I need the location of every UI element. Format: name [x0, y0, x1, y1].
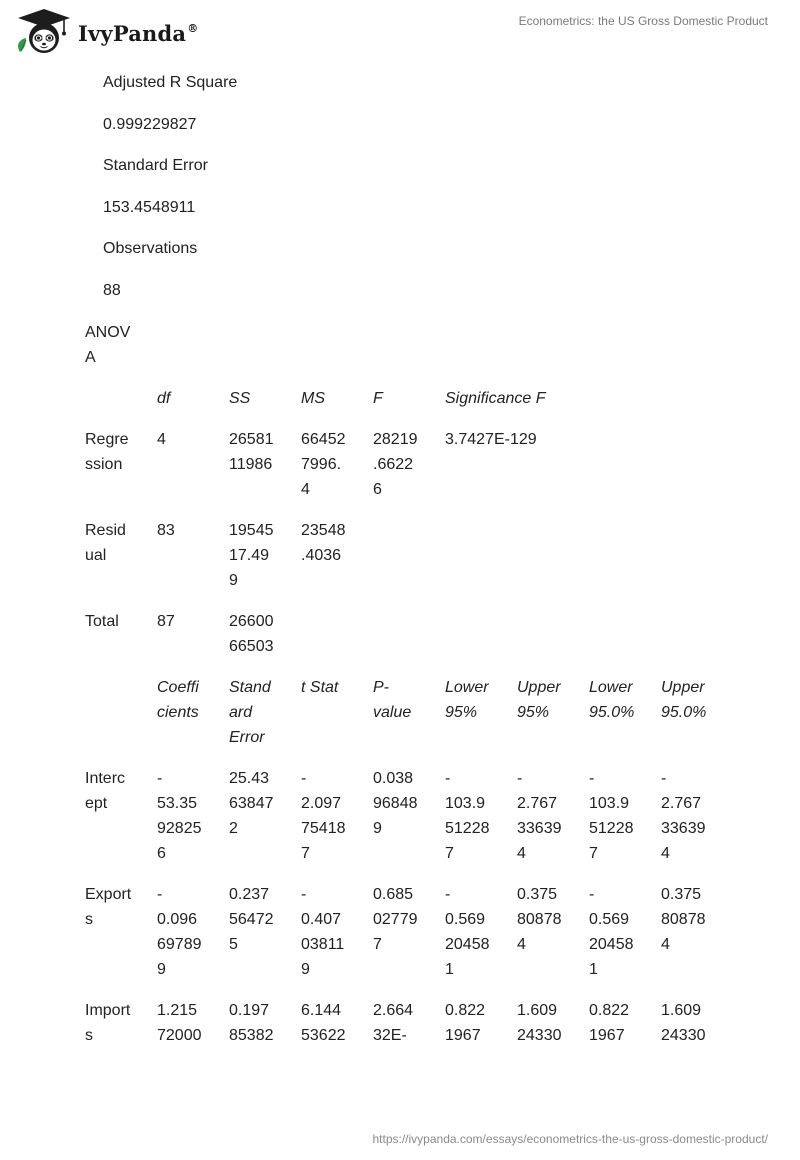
cell-f: 28219 .6622 6 — [373, 431, 418, 498]
cell-upper-95-0: 1.609 24330 — [661, 1002, 706, 1044]
header-lower-95: Lower 95% — [445, 679, 489, 721]
regression-output-table — [85, 320, 733, 1064]
coefficients-header-row — [85, 675, 733, 750]
header-p-value: P- value — [373, 679, 412, 721]
cell-lower-95-0: - 103.9 51228 7 — [589, 770, 634, 862]
cell-significance-f: 3.7427E-129 — [445, 431, 537, 448]
cell-standard-error: 0.237 56472 5 — [229, 886, 274, 953]
row-label: Interc ept — [85, 770, 126, 812]
stat-value-adjusted-r-square: 0.999229827 — [103, 115, 197, 133]
cell-p-value: 0.038 96848 9 — [373, 770, 418, 837]
stat-value-observations: 88 — [103, 281, 121, 299]
cell-coefficient: - 0.096 69789 9 — [157, 886, 202, 978]
cell-ss: 26600 66503 — [229, 613, 274, 655]
cell-t-stat: - 2.097 75418 7 — [301, 770, 346, 862]
stat-label-adjusted-r-square: Adjusted R Square — [103, 74, 238, 91]
stat-label-standard-error: Standard Error — [103, 157, 208, 175]
cell-lower-95: - 0.569 20458 1 — [445, 886, 490, 978]
row-label: Import s — [85, 1002, 131, 1044]
cell-lower-95-0: - 0.569 20458 1 — [589, 886, 634, 978]
stat-value-standard-error: 153.4548911 — [103, 198, 196, 216]
header-coefficients: Coeffi cients — [157, 679, 199, 721]
row-label: Export s — [85, 886, 132, 928]
source-url-link[interactable]: https://ivypanda.com/essays/econometrics-the-us-gross-domestic-product/ — [372, 1132, 768, 1146]
cell-ms: 23548 .4036 — [301, 522, 346, 564]
cell-lower-95: 0.822 1967 — [445, 1002, 486, 1044]
stat-label-observations: Observations — [103, 240, 198, 258]
ivypanda-logo[interactable] — [14, 8, 198, 58]
cell-coefficient: 1.215 72000 — [157, 1002, 202, 1044]
cell-lower-95-0: 0.822 1967 — [589, 1002, 630, 1044]
header-lower-95-0: Lower 95.0% — [589, 679, 635, 721]
document-title: Econometrics: the US Gross Domestic Product — [518, 14, 768, 28]
trademark-symbol: ® — [187, 21, 199, 35]
coefficient-row-intercept — [85, 766, 733, 866]
cell-upper-95: 0.375 80878 4 — [517, 886, 562, 953]
cell-df: 87 — [157, 613, 175, 630]
regression-statistics — [103, 72, 237, 322]
header-df: df — [157, 390, 171, 407]
row-label: Resid ual — [85, 522, 126, 564]
row-label: Total — [85, 613, 119, 630]
cell-upper-95-0: 0.375 80878 4 — [661, 886, 706, 953]
cell-upper-95: 1.609 24330 — [517, 1002, 562, 1044]
coefficient-row-imports — [85, 998, 733, 1048]
panda-logo-icon — [14, 8, 74, 58]
cell-p-value: 2.664 32E- — [373, 1002, 414, 1044]
header-upper-95: Upper 95% — [517, 679, 561, 721]
header-blank-cell — [85, 675, 157, 750]
cell-df: 83 — [157, 522, 175, 539]
header-f: F — [373, 390, 383, 407]
cell-df: 4 — [157, 431, 166, 448]
anova-header-row — [85, 386, 733, 411]
header-ms: MS — [301, 390, 325, 407]
cell-standard-error: 25.43 63847 2 — [229, 770, 274, 837]
cell-upper-95: - 2.767 33639 4 — [517, 770, 562, 862]
anova-row-total — [85, 609, 733, 659]
header-upper-95-0: Upper 95.0% — [661, 679, 707, 721]
cell-ss: 26581 11986 — [229, 431, 274, 473]
anova-row-residual — [85, 518, 733, 593]
cell-ms: 66452 7996. 4 — [301, 431, 346, 498]
anova-title-row — [85, 320, 733, 370]
cell-p-value: 0.685 02779 7 — [373, 886, 418, 953]
cell-t-stat: 6.144 53622 — [301, 1002, 346, 1044]
brand-name: IvyPanda® — [78, 20, 199, 46]
header-ss: SS — [229, 390, 251, 407]
header-standard-error: Stand ard Error — [229, 679, 271, 746]
cell-coefficient: - 53.35 92825 6 — [157, 770, 202, 862]
cell-t-stat: - 0.407 03811 9 — [301, 886, 345, 978]
cell-ss: 19545 17.49 9 — [229, 522, 274, 589]
row-label: Regre ssion — [85, 431, 129, 473]
cell-upper-95-0: - 2.767 33639 4 — [661, 770, 706, 862]
header-t-stat: t Stat — [301, 679, 339, 696]
cell-lower-95: - 103.9 51228 7 — [445, 770, 490, 862]
anova-title: ANOV A — [85, 324, 131, 366]
cell-standard-error: 0.197 85382 — [229, 1002, 274, 1044]
coefficient-row-exports — [85, 882, 733, 982]
header-significance-f: Significance F — [445, 390, 546, 407]
anova-row-regression — [85, 427, 733, 502]
header-blank-cell — [85, 386, 157, 411]
